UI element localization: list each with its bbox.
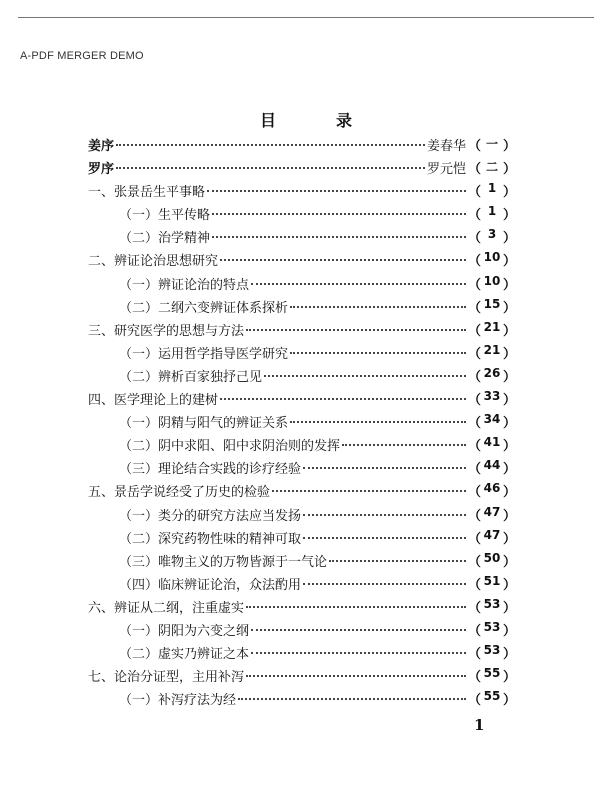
dot-leader	[251, 628, 466, 631]
toc-entry	[88, 643, 516, 666]
toc-entry-page: （ 21 ）	[468, 342, 516, 362]
toc-entry-page: （ 46 ）	[468, 481, 516, 501]
dot-leader	[303, 582, 466, 585]
dot-leader	[116, 166, 425, 169]
toc-entry	[88, 551, 516, 574]
toc-entry-title: 三、研究医学的思想与方法	[88, 323, 245, 339]
toc-entry-title: 二、辨证论治思想研究	[88, 254, 219, 270]
toc-entry-page: （ 55 ）	[468, 689, 516, 709]
toc-entry-page: （ 41 ）	[468, 435, 516, 455]
toc-page-number: 21	[483, 342, 501, 357]
toc-page-number: 47	[483, 504, 501, 519]
toc-page-number: 15	[483, 296, 501, 311]
toc-entry-title: 七、论治分证型，主用补泻	[88, 670, 245, 686]
toc-entry-title: （一）阴精与阳气的辨证关系	[119, 416, 289, 432]
dot-leader	[212, 212, 466, 215]
toc-page-number: 47	[483, 527, 501, 542]
toc-entry-page: （ 53 ）	[468, 643, 516, 663]
dot-leader	[251, 651, 466, 654]
toc-page-number: 53	[483, 619, 501, 634]
toc-entry-page: （ 1 ）	[468, 204, 516, 224]
toc-page-number: 33	[483, 389, 501, 404]
toc-page-number: 26	[483, 365, 501, 380]
toc-page-number: 1	[487, 204, 497, 219]
toc-entry-title: （三）理论结合实践的诊疗经验	[119, 462, 302, 478]
toc-entry-page: （ 二 ）	[468, 160, 516, 178]
toc-entry-page: （ 53 ）	[468, 596, 516, 616]
toc-entry-title: （二）深究药物性味的精神可取	[119, 531, 302, 547]
toc-entry-page: （ 53 ）	[468, 619, 516, 639]
dot-leader	[290, 305, 466, 308]
toc-entry-page: （ 50 ）	[468, 550, 516, 570]
dot-leader	[246, 328, 466, 331]
toc-entry-title: 罗序	[88, 162, 115, 178]
toc-entry-page: （ 44 ）	[468, 458, 516, 478]
toc-entry-title: 四、医学理论上的建树	[88, 393, 219, 409]
toc-entry-page: （ 55 ）	[468, 666, 516, 686]
toc-entry-title: （三）唯物主义的万物皆源于一气论	[119, 554, 328, 570]
dot-leader	[212, 235, 466, 238]
toc-entry-page: （ 47 ）	[468, 504, 516, 524]
toc-entry	[88, 250, 516, 273]
toc-page-number: 51	[483, 573, 501, 588]
toc-entry-page: （ 51 ）	[468, 573, 516, 593]
toc-page-number: 55	[483, 666, 501, 681]
toc-page-number: 10	[483, 273, 501, 288]
dot-leader	[116, 143, 425, 146]
toc-entry-title: （一）运用哲学指导医学研究	[119, 346, 289, 362]
toc-entry	[88, 435, 516, 458]
toc-entry-page: （ 3 ）	[468, 227, 516, 247]
toc-entry	[88, 689, 516, 712]
page-title: 目 录	[259, 111, 374, 130]
toc-page-number: 50	[483, 550, 501, 565]
toc-entry-page: （ 10 ）	[468, 250, 516, 270]
toc-entry-page: （ 一 ）	[468, 137, 516, 154]
toc-entry-title: 姜序	[88, 139, 115, 154]
toc-entry	[88, 158, 516, 181]
toc-page-number: 41	[483, 435, 501, 450]
toc-entry	[88, 597, 516, 620]
toc-entry-page: （ 1 ）	[468, 181, 516, 201]
toc-entry	[88, 297, 516, 320]
toc-entry	[88, 458, 516, 481]
page-number: 1	[474, 716, 485, 734]
toc-entry	[88, 320, 516, 343]
toc-entry	[88, 481, 516, 504]
dot-leader	[207, 189, 466, 192]
toc-entry-title: 一、张景岳生平事略	[88, 185, 206, 201]
dot-leader	[303, 466, 466, 469]
toc-entry	[88, 343, 516, 366]
toc-entry	[88, 412, 516, 435]
header-rule	[18, 17, 594, 18]
dot-leader	[303, 536, 466, 539]
toc-entry-page: （ 47 ）	[468, 527, 516, 547]
dot-leader	[220, 258, 466, 261]
dot-leader	[220, 397, 466, 400]
toc-entry-title: 六、辨证从二纲，注重虚实	[88, 600, 245, 616]
toc-page-number: 1	[487, 181, 497, 196]
toc-page-number: 21	[483, 319, 501, 334]
toc-entry	[88, 366, 516, 389]
toc-entry-author: 姜春华	[426, 139, 466, 154]
toc-entry	[88, 620, 516, 643]
toc-page-number: 53	[483, 643, 501, 658]
toc-page-number: 34	[483, 412, 501, 427]
toc-entry-title: （一）类分的研究方法应当发扬	[119, 508, 302, 524]
dot-leader	[264, 374, 466, 377]
table-of-contents	[88, 135, 516, 712]
dot-leader	[329, 559, 466, 562]
dot-leader	[290, 351, 466, 354]
dot-leader	[246, 605, 466, 608]
toc-entry-title: （一）补泻疗法为经	[119, 693, 237, 709]
toc-page-number: 二	[485, 160, 498, 175]
dot-leader	[251, 282, 466, 285]
toc-page-number: 3	[487, 227, 497, 242]
toc-entry-title: 五、景岳学说经受了历史的检验	[88, 485, 271, 501]
toc-entry-title: （一）阴阳为六变之纲	[119, 623, 250, 639]
dot-leader	[272, 489, 466, 492]
toc-entry	[88, 135, 516, 158]
dot-leader	[290, 420, 466, 423]
dot-leader	[246, 674, 466, 677]
toc-entry	[88, 666, 516, 689]
toc-entry-title: （四）临床辨证论治，众法酌用	[119, 577, 302, 593]
toc-entry-author: 罗元恺	[426, 162, 466, 178]
toc-page-number: 55	[483, 689, 501, 704]
toc-entry-page: （ 34 ）	[468, 412, 516, 432]
toc-entry-title: （二）治学精神	[119, 231, 211, 247]
toc-entry-page: （ 21 ）	[468, 319, 516, 339]
toc-entry	[88, 389, 516, 412]
toc-entry-title: （二）二纲六变辨证体系探析	[119, 300, 289, 316]
dot-leader	[303, 513, 466, 516]
toc-entry-title: （二）阴中求阳、阳中求阴治则的发挥	[119, 439, 341, 455]
toc-entry-page: （ 33 ）	[468, 389, 516, 409]
toc-entry-page: （ 10 ）	[468, 273, 516, 293]
toc-entry-title: （一）生平传略	[119, 208, 211, 224]
toc-page-number: 10	[483, 250, 501, 265]
toc-entry	[88, 574, 516, 597]
toc-entry	[88, 227, 516, 250]
toc-entry-title: （二）虚实乃辨证之本	[119, 647, 250, 663]
toc-entry-page: （ 26 ）	[468, 365, 516, 385]
toc-entry	[88, 181, 516, 204]
toc-entry	[88, 505, 516, 528]
toc-page-number: 44	[483, 458, 501, 473]
toc-page-number: 53	[483, 596, 501, 611]
toc-entry-title: （一）辨证论治的特点	[119, 277, 250, 293]
toc-entry	[88, 528, 516, 551]
dot-leader	[342, 443, 466, 446]
toc-page-number: 46	[483, 481, 501, 496]
toc-entry	[88, 204, 516, 227]
toc-entry-page: （ 15 ）	[468, 296, 516, 316]
dot-leader	[238, 697, 466, 700]
toc-entry-title: （二）辨析百家独抒己见	[119, 369, 263, 385]
toc-entry	[88, 274, 516, 297]
watermark-banner: A-PDF MERGER DEMO	[20, 50, 144, 62]
toc-page-number: 一	[485, 137, 498, 151]
